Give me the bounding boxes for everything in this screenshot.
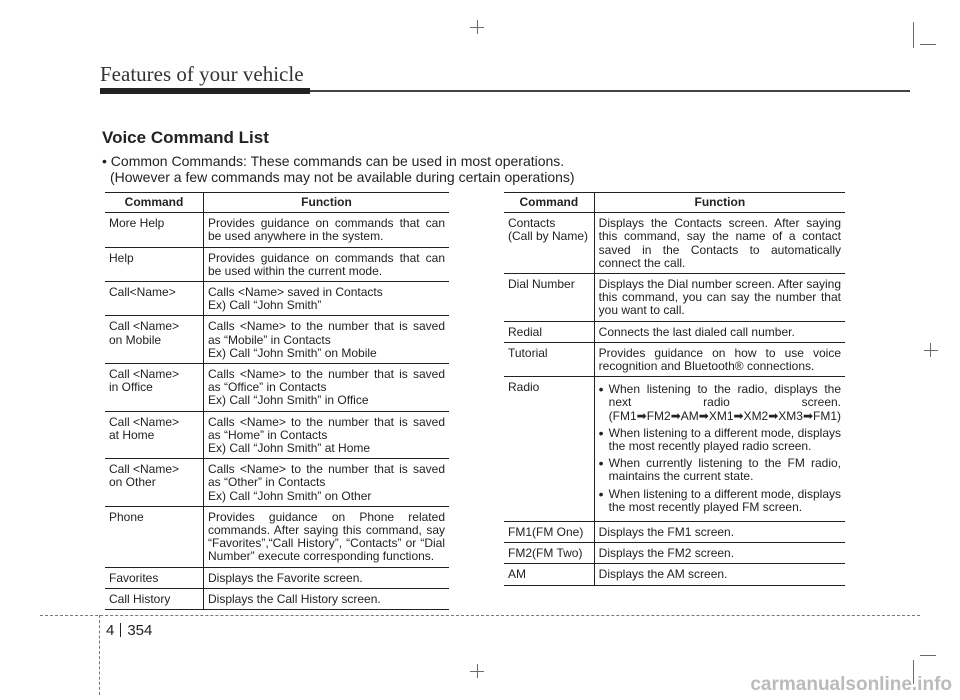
function-bullet-list <box>599 383 841 514</box>
table-row <box>105 567 449 588</box>
function-bullet-item: • When listening to a different mode, displays the most recently played radio screen. <box>599 427 841 453</box>
function-cell <box>204 567 450 588</box>
page-header-title: Features of your vehicle <box>100 62 304 86</box>
crop-mark <box>924 350 938 351</box>
function-text: Connects the last dialed call number. <box>598 324 795 339</box>
footer-rule <box>40 615 920 616</box>
intro-text <box>102 153 575 185</box>
command-cell: Tutorial <box>504 342 594 376</box>
function-bullet-item: • When listening to the radio, displays the next radio screen. (FM1➡FM2➡AM➡XM1➡XM2➡XM3➡FM1) <box>599 383 841 423</box>
column-header-function: Function <box>594 193 845 213</box>
table-row <box>105 411 449 459</box>
function-text: Displays the Call History screen. <box>208 591 381 606</box>
command-cell: Call <Name> in Office <box>105 364 204 412</box>
command-cell: FM2(FM Two) <box>504 543 594 564</box>
function-cell <box>594 543 845 564</box>
function-cell <box>204 316 450 364</box>
command-cell: Favorites <box>105 567 204 588</box>
function-cell <box>204 213 450 247</box>
command-cell: Call <Name> on Other <box>105 459 204 507</box>
function-cell <box>594 522 845 543</box>
table-row <box>105 213 449 247</box>
footer-vertical-rule <box>99 615 100 695</box>
chapter-number: 4 <box>106 622 115 639</box>
function-bullet-item: • When listening to a different mode, displays the most recently played FM screen. <box>599 488 841 514</box>
function-text: Provides guidance on commands that can be used within the current mode. <box>208 250 445 278</box>
table-row <box>504 342 845 376</box>
crop-mark <box>920 44 936 45</box>
command-cell: FM1(FM One) <box>504 522 594 543</box>
table-row <box>105 247 449 281</box>
function-text: Ex) Call “John Smith” at Home <box>208 441 371 456</box>
function-cell <box>594 213 845 274</box>
crop-mark <box>470 27 484 28</box>
function-text: Ex) Call “John Smith” on Other <box>208 488 372 503</box>
function-text: Provides guidance on Phone related commands. After saying this command, say “Favorites”,“Call History”, “Contacts” or “Dial Number” execute corresponding functions. <box>208 509 445 564</box>
page-separator <box>120 623 121 637</box>
column-header-function: Function <box>204 193 450 213</box>
command-cell: Dial Number <box>504 274 594 322</box>
header-rule <box>310 90 910 92</box>
intro-line-1: • Common Commands: These commands can be used in most operations. <box>102 153 565 169</box>
command-cell: Help <box>105 247 204 281</box>
function-text: Displays the Contacts screen. After saying this command, say the name of a contact saved in the Contacts to automatically connect the call. <box>598 216 841 270</box>
command-cell: Call History <box>105 588 204 609</box>
function-text: Displays the AM screen. <box>598 567 728 582</box>
function-cell <box>204 247 450 281</box>
table-row <box>105 588 449 609</box>
function-text: Calls <Name> to the number that is saved as “Other” in Contacts <box>208 462 445 490</box>
column-header-command: Command <box>504 193 594 213</box>
function-text: Provides guidance on commands that can be used anywhere in the system. <box>208 216 445 244</box>
header-bar <box>100 88 310 94</box>
table-row <box>105 364 449 412</box>
function-cell <box>594 321 845 342</box>
function-text: Ex) Call “John Smith” <box>208 298 322 313</box>
function-cell <box>594 342 845 376</box>
section-title: Voice Command List <box>102 128 269 147</box>
function-cell <box>594 564 845 585</box>
command-cell: AM <box>504 564 594 585</box>
command-cell: Contacts (Call by Name) <box>504 213 594 274</box>
function-cell <box>204 364 450 412</box>
function-text: Calls <Name> to the number that is saved as “Home” in Contacts <box>208 414 445 442</box>
table-row <box>504 213 845 274</box>
function-text: Calls <Name> to the number that is saved as “Office” in Contacts <box>208 367 445 395</box>
command-cell: More Help <box>105 213 204 247</box>
command-cell: Redial <box>504 321 594 342</box>
intro-line-2: (However a few commands may not be available during certain operations) <box>110 169 575 185</box>
command-table-left <box>105 192 449 610</box>
command-table-right <box>504 192 845 586</box>
table-row <box>504 543 845 564</box>
function-text: Displays the FM2 screen. <box>598 546 735 561</box>
function-cell <box>204 459 450 507</box>
function-text: Calls <Name> saved in Contacts <box>208 285 383 300</box>
command-cell: Call<Name> <box>105 282 204 316</box>
crop-mark <box>913 22 914 48</box>
function-text: Ex) Call “John Smith” on Mobile <box>208 345 377 360</box>
table-row <box>504 377 845 522</box>
function-cell <box>204 588 450 609</box>
watermark: carmanualsonline.info <box>750 674 952 695</box>
function-text: Ex) Call “John Smith” in Office <box>208 393 369 408</box>
function-cell <box>594 274 845 322</box>
crop-mark <box>920 655 936 656</box>
table-row <box>105 282 449 316</box>
function-cell <box>594 377 845 522</box>
table-row <box>504 321 845 342</box>
table-row <box>504 564 845 585</box>
table-row <box>504 274 845 322</box>
page-number-value: 354 <box>127 622 153 639</box>
table-row <box>105 459 449 507</box>
crop-mark <box>470 671 484 672</box>
command-cell: Call <Name> on Mobile <box>105 316 204 364</box>
function-text: Displays the Favorite screen. <box>208 570 363 585</box>
command-cell: Phone <box>105 506 204 567</box>
table-row <box>105 316 449 364</box>
table-row <box>105 506 449 567</box>
function-cell <box>204 411 450 459</box>
table-row <box>504 522 845 543</box>
function-text: Displays the Dial number screen. After saying this command, you can say the number that you want to call. <box>598 277 841 318</box>
command-cell: Radio <box>504 377 594 522</box>
column-header-command: Command <box>105 193 204 213</box>
function-bullet-item: • When currently listening to the FM radio, maintains the current state. <box>599 457 841 483</box>
function-text: Calls <Name> to the number that is saved as “Mobile” in Contacts <box>208 319 445 347</box>
function-text: Provides guidance on how to use voice recognition and Bluetooth® connections. <box>598 345 841 374</box>
function-text: Displays the FM1 screen. <box>598 525 735 540</box>
function-cell <box>204 506 450 567</box>
command-cell: Call <Name> at Home <box>105 411 204 459</box>
function-cell <box>204 282 450 316</box>
page-number <box>106 622 152 639</box>
